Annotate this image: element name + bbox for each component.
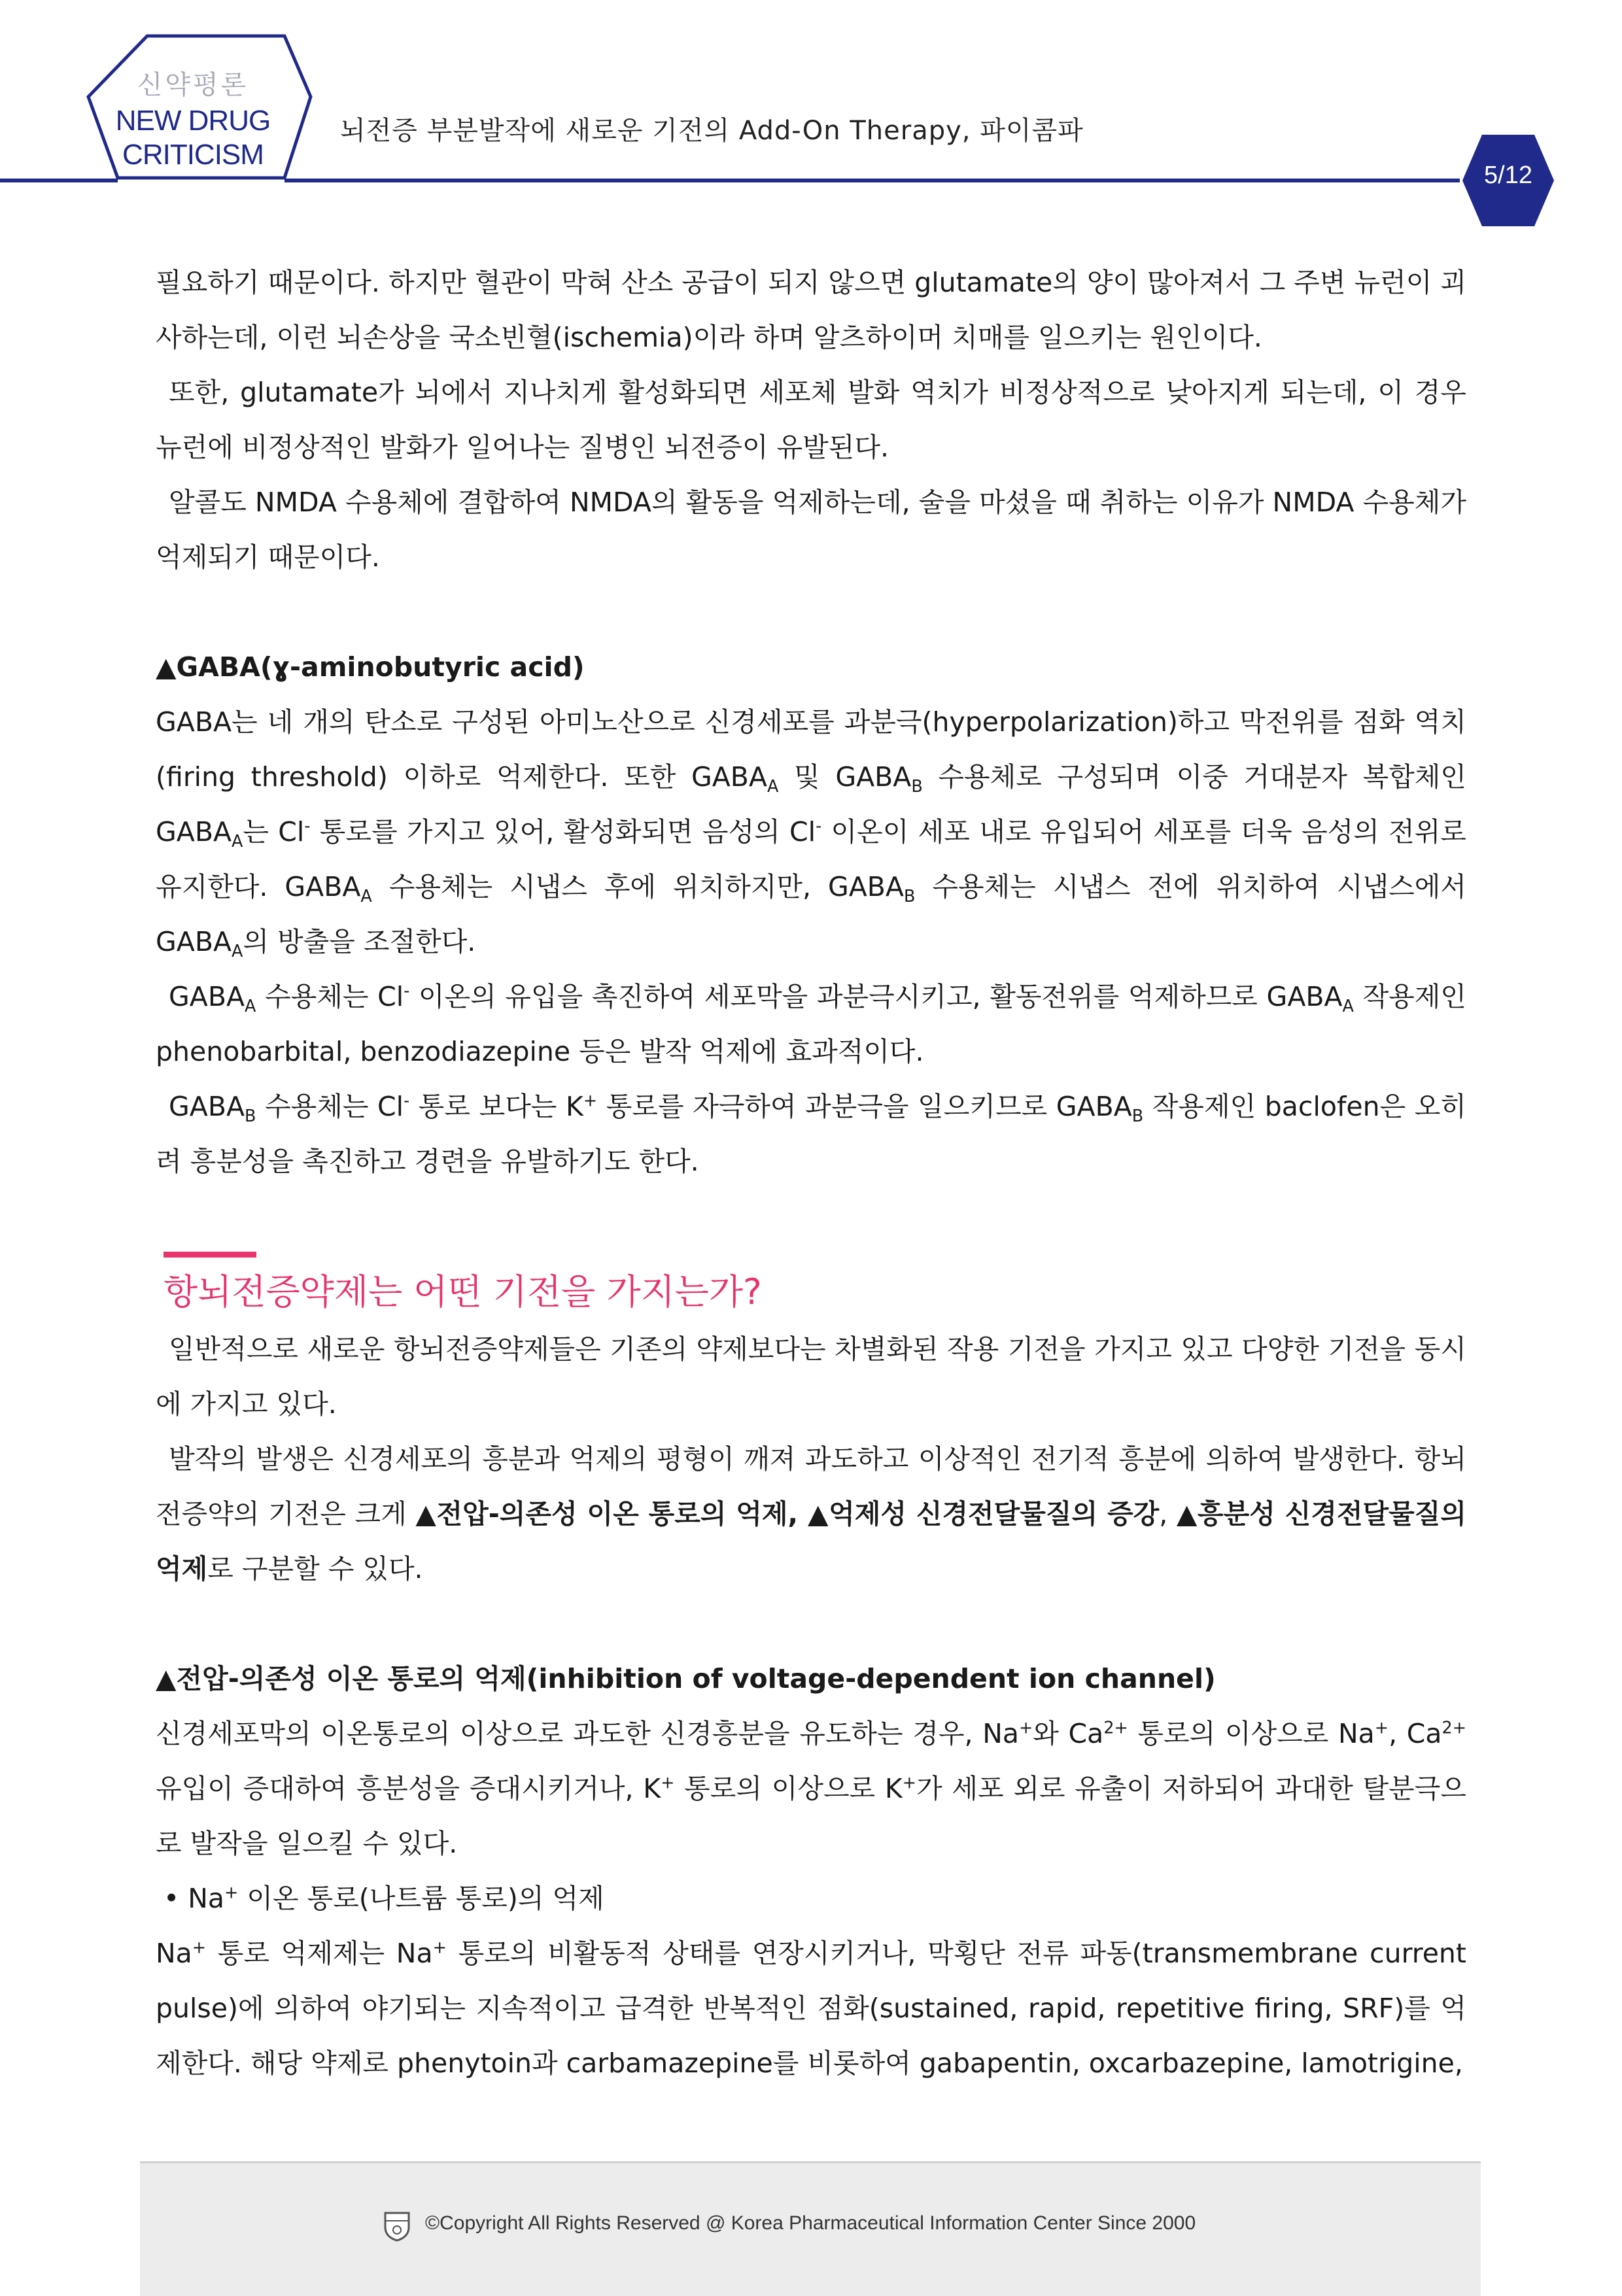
section-paragraph-2: 발작의 발생은 신경세포의 흥분과 억제의 평형이 깨져 과도하고 이상적인 전기적 흥분에 의하여 발생한다. 항뇌전증약의 기전은 크게 ▲전압-의존성 이온 통로의 억제, ▲억제성 신경전달물질의 증강, ▲흥분성 신경전달물질의 억제로 구분할 수 있다. (156, 1443, 1466, 1585)
page-number: 5/12 (1484, 162, 1532, 189)
footer-copyright: ©Copyright All Rights Reserved @ Korea Pharmaceutical Information Center Since 2000 (425, 2212, 1196, 2234)
section-title: 항뇌전증약제는 어떤 기전을 가지는가? (164, 1271, 762, 1312)
gaba-paragraph-2: $GABA_A$ 수용체는 Cl- 이온의 유입을 촉진하여 세포막을 과분극시키고, 활동전위를 억제하므로 $GABA_A$ 작용제인 phenobarbital, benzodiazepine 등은 발작 억제에 효과적이다. (156, 980, 1466, 1067)
na-channel-bullet: • Na+ 이온 통로(나트륨 통로)의 억제 (164, 1882, 604, 1914)
voltage-paragraph-2: Na+ 통로 억제제는 Na+ 통로의 비활동적 상태를 연장시키거나, 막횡단 전류 파동(transmembrane current pulse)에 의하여 야기되는 지속적이고 급격한 반복적인 점화(sustained, rapid, repetitive firing, SRF)를 억제한다. 해당 약제로 phenytoin과 carbamazepine를 비롯하여 gabapentin, oxcarbazepine, lamotrigine, (156, 1937, 1466, 2079)
crest-icon (383, 2210, 411, 2242)
intro-paragraph-2: 또한, glutamate가 뇌에서 지나치게 활성화되면 세포체 발화 역치가 비정상적으로 낮아지게 되는데, 이 경우 뉴런에 비정상적인 발화가 일어나는 질병인 뇌전증이 유발된다. (156, 377, 1466, 463)
article-body (156, 255, 1466, 2091)
header-title: 뇌전증 부분발작에 새로운 기전의 Add-On Therapy, 파이콤파 (340, 116, 1084, 146)
logo-korean: 신약평론 (137, 70, 249, 100)
intro-paragraph-3: 알콜도 NMDA 수용체에 결합하여 NMDA의 활동을 억제하는데, 술을 마셨을 때 취하는 이유가 NMDA 수용체가 억제되기 때문이다. (156, 487, 1466, 573)
gaba-heading: ▲GABA(ɣ-aminobutyric acid) (156, 651, 585, 683)
voltage-heading: ▲전압-의존성 이온 통로의 억제(inhibition of voltage-dependent ion channel) (156, 1663, 1216, 1694)
section-accent-bar (164, 1252, 256, 1258)
voltage-paragraph-1: 신경세포막의 이온통로의 이상으로 과도한 신경흥분을 유도하는 경우, Na+와 $Ca^{2+}$ 통로의 이상으로 Na+, $Ca^{2+}$ 유입이 증대하여 흥분성을 증대시키거나, K+ 통로의 이상으로 K+가 세포 외로 유출이 저하되어 과대한 탈분극으로 발작을 일으킬 수 있다. (156, 1717, 1466, 1859)
gaba-paragraph-3: $GABA_B$ 수용체는 Cl- 통로 보다는 K+ 통로를 자극하여 과분극을 일으키므로 $GABA_B$ 작용제인 baclofen은 오히려 흥분성을 촉진하고 경련을 유발하기도 한다. (156, 1090, 1466, 1177)
logo-english-line1: NEW DRUG (115, 105, 271, 137)
gaba-paragraph-1: GABA는 네 개의 탄소로 구성된 아미노산으로 신경세포를 과분극(hyperpolarization)하고 막전위를 점화 역치(firing threshold) 이하로 억제한다. 또한 $GABA_A$ 및 $GABA_B$ 수용체로 구성되며 이중 거대분자 복합체인 $GABA_A$는 Cl- 통로를 가지고 있어, 활성화되면 음성의 Cl- 이온이 세포 내로 유입되어 세포를 더욱 음성의 전위로 유지한다. $GABA_A$ 수용체는 시냅스 후에 위치하지만, $GABA_B$ 수용체는 시냅스 전에 위치하여 시냅스에서 $GABA_A$의 방출을 조절한다. (156, 706, 1466, 961)
section-paragraph-1: 일반적으로 새로운 항뇌전증약제들은 기존의 약제보다는 차별화된 작용 기전을 가지고 있고 다양한 기전을 동시에 가지고 있다. (156, 1333, 1466, 1420)
logo-english-line2: CRITICISM (122, 139, 264, 171)
intro-paragraph-1: 필요하기 때문이다. 하지만 혈관이 막혀 산소 공급이 되지 않으면 glutamate의 양이 많아져서 그 주변 뉴런이 괴사하는데, 이런 뇌손상을 국소빈혈(ischemia)이라 하며 알츠하이머 치매를 일으키는 원인이다. (156, 267, 1466, 353)
